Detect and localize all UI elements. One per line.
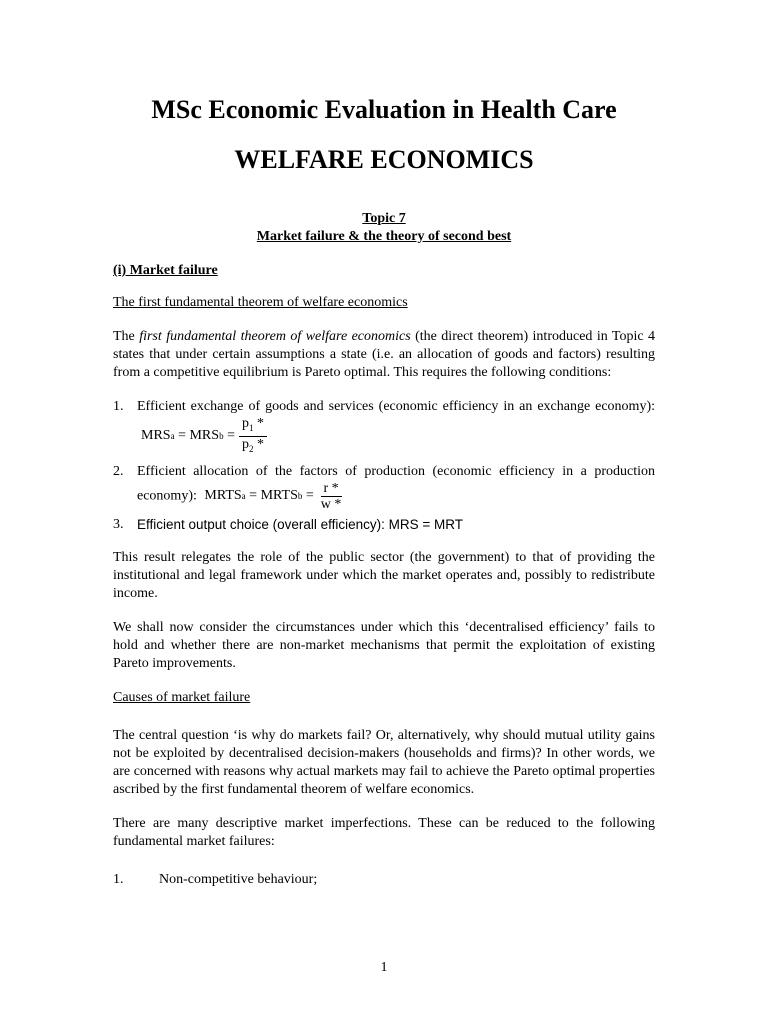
- document-body: [113, 262, 655, 889]
- topic-heading: [0, 210, 768, 246]
- factor-price-fraction: $\frac{r *}{w *}$: [320, 480, 342, 512]
- causes-subheading: Causes of market failure: [113, 689, 251, 705]
- condition-item-3: 3. Efficient output choice (overall efficiency): MRS = MRT: [113, 516, 464, 532]
- intro-paragraph: The first fundamental theorem of welfare economics (the direct theorem) introduced in Topic 4 states that under certain assumptions a state (i.e. an allocation of goods and factors) resulting from a competitive equilibrium is Pareto optimal. This requires the following conditions:: [113, 329, 655, 380]
- topic-title: Market failure & the theory of second best: [256, 229, 512, 244]
- central-question-paragraph: The central question ‘is why do markets fail? Or, alternatively, why should mutual utility gains not be exploited by decentralised decision-makers (households and firms)? In other words, we are concerned with reasons why actual markets may fail to achieve the Pareto optimal properties ascribed by the first fundamental theorem of welfare economics.: [113, 727, 655, 797]
- theorem-emphasis: first fundamental theorem of welfare economics: [139, 329, 411, 344]
- imperfections-paragraph: There are many descriptive market imperfections. These can be reduced to the following fundamental market failures:: [113, 815, 655, 849]
- list-number: 1.: [113, 871, 124, 887]
- market-failures-list: [113, 871, 655, 889]
- production-efficiency-formula: MRTS a = MRTS b = $\frac{r *}{w *}$: [204, 481, 344, 512]
- condition-item-2: 2. Efficient allocation of the factors of production (economic efficiency in a production economy): MRTS a = MRTS b = $\frac{r *}{w *}$: [113, 463, 655, 512]
- condition-text: Efficient exchange of goods and services (economic efficiency in an exchange economy):: [137, 399, 655, 414]
- theorem-subheading: The first fundamental theorem of welfare economics: [113, 295, 408, 310]
- condition-text: Efficient allocation of the factors of production (economic efficiency in a production economy):: [137, 463, 655, 504]
- exchange-efficiency-formula: MRS a = MRS b = $\frac{p_1 *}{p_2 *}$: [141, 416, 267, 457]
- course-title: MSc Economic Evaluation in Health Care: [151, 95, 617, 124]
- list-item: Non-competitive behaviour;: [159, 871, 318, 887]
- topic-number: Topic 7: [362, 211, 406, 226]
- subject-title: WELFARE ECONOMICS: [234, 145, 534, 174]
- condition-text: Efficient output choice (overall efficiency): MRS = MRT: [137, 516, 464, 532]
- page-number: 1: [380, 960, 388, 975]
- public-sector-paragraph: This result relegates the role of the public sector (the government) to that of providing the institutional and legal framework under which the market operates and, possibly to redistribute income.: [113, 549, 655, 601]
- price-ratio-fraction: $\frac{p_1 *}{p_2 *}$: [239, 416, 267, 457]
- decentralised-efficiency-paragraph: We shall now consider the circumstances under which this ‘decentralised efficiency’ fails to hold and whether there are non-market mechanisms that permit the exploitation of existing Pareto improvements.: [113, 619, 655, 671]
- section-heading: (i) Market failure: [113, 263, 218, 278]
- conditions-list: [113, 398, 655, 535]
- condition-item-1: 1. Efficient exchange of goods and services (economic efficiency in an exchange economy): MRS a = MRS b = $\frac{p_1 *}{p_2 *}$: [113, 398, 655, 457]
